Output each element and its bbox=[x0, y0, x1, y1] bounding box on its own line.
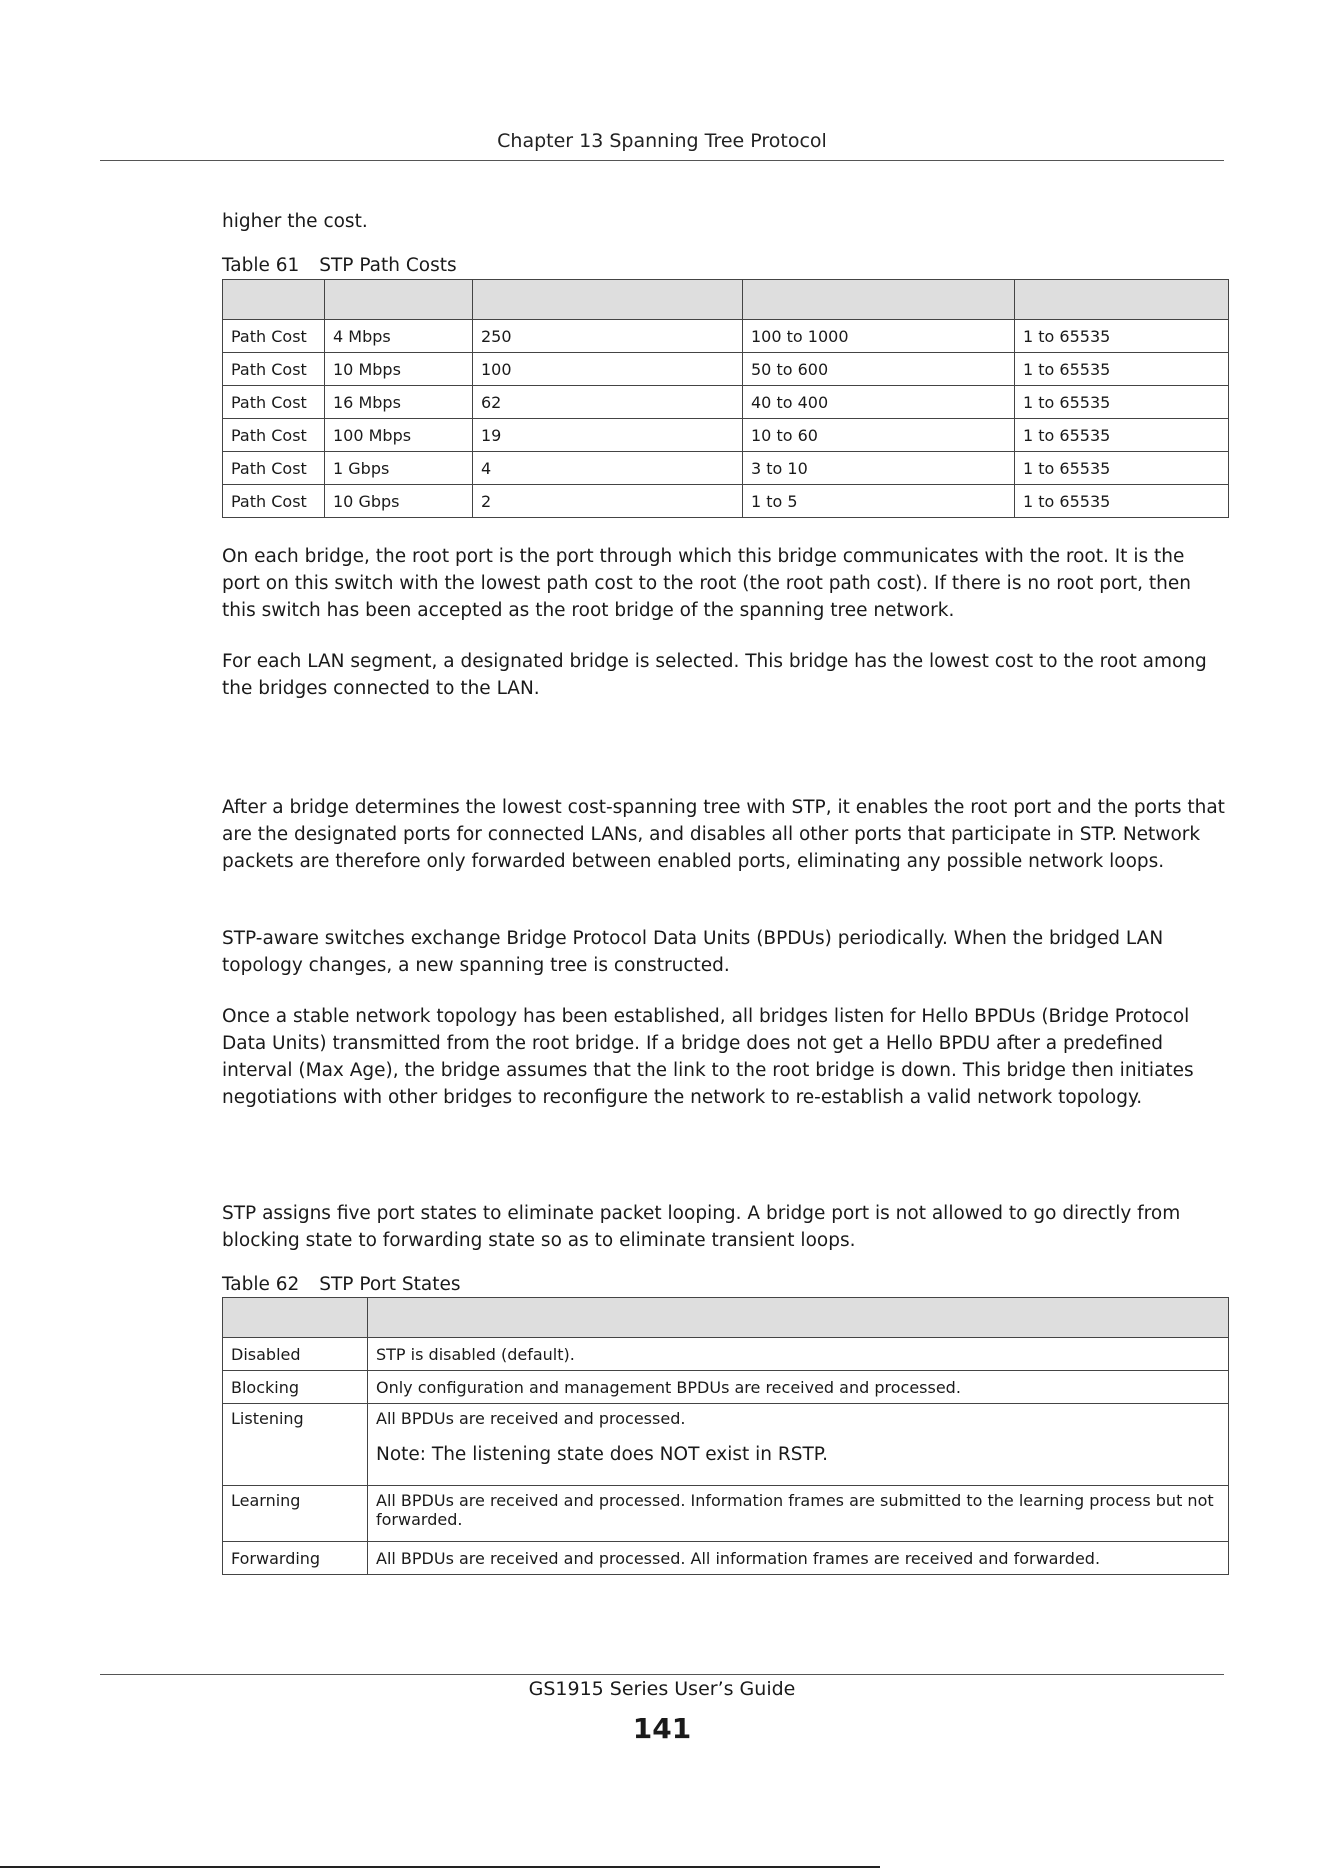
intro-fragment: higher the cost. bbox=[222, 211, 368, 232]
table-row bbox=[223, 485, 1229, 518]
table-row bbox=[223, 1486, 1229, 1542]
table-cell: Path Cost bbox=[223, 320, 325, 353]
table-cell: 100 to 1000 bbox=[743, 320, 1015, 353]
table-cell: 100 Mbps bbox=[325, 419, 473, 452]
header-divider bbox=[100, 160, 1224, 161]
description-cell bbox=[368, 1404, 1229, 1486]
description-cell: STP is disabled (default). bbox=[368, 1338, 1229, 1371]
chapter-header: Chapter 13 Spanning Tree Protocol bbox=[497, 130, 827, 152]
table-row bbox=[223, 452, 1229, 485]
table-row bbox=[223, 1404, 1229, 1486]
designated-bridge-paragraph: For each LAN segment, a designated bridge is selected. This bridge has the lowest cost to the root among the bridges connected to the LAN. bbox=[222, 651, 1207, 699]
table-cell: 1 to 65535 bbox=[1015, 320, 1229, 353]
state-cell: Listening bbox=[223, 1404, 368, 1486]
table-header-row bbox=[223, 1298, 1229, 1338]
table-cell: 2 bbox=[473, 485, 743, 518]
header-cell bbox=[223, 280, 325, 320]
description-cell: Only configuration and management BPDUs are received and processed. bbox=[368, 1371, 1229, 1404]
header-cell bbox=[368, 1298, 1229, 1338]
description-text: All BPDUs are received and processed. bbox=[376, 1409, 686, 1428]
table-row bbox=[223, 386, 1229, 419]
table-cell: 1 to 65535 bbox=[1015, 419, 1229, 452]
header-cell bbox=[223, 1298, 368, 1338]
description-cell: All BPDUs are received and processed. All information frames are received and forwarded. bbox=[368, 1542, 1229, 1575]
listening-note: Note: The listening state does NOT exist in RSTP. bbox=[376, 1444, 828, 1465]
table-cell: 1 to 65535 bbox=[1015, 485, 1229, 518]
table-row bbox=[223, 320, 1229, 353]
table62-container bbox=[222, 1297, 1228, 1575]
table-cell: Path Cost bbox=[223, 386, 325, 419]
table-cell: 100 bbox=[473, 353, 743, 386]
table-cell: 1 to 65535 bbox=[1015, 386, 1229, 419]
table-cell: Path Cost bbox=[223, 485, 325, 518]
table-cell: Path Cost bbox=[223, 353, 325, 386]
table-cell: 16 Mbps bbox=[325, 386, 473, 419]
table62-caption-title: STP Port States bbox=[319, 1274, 461, 1295]
table-cell: 40 to 400 bbox=[743, 386, 1015, 419]
table62-caption bbox=[222, 1273, 1228, 1297]
state-cell: Blocking bbox=[223, 1371, 368, 1404]
stp-port-states-table bbox=[222, 1297, 1229, 1575]
table-cell: Path Cost bbox=[223, 452, 325, 485]
table62-caption-label: Table 62 bbox=[222, 1274, 300, 1295]
table-header-row bbox=[223, 280, 1229, 320]
header-cell bbox=[473, 280, 743, 320]
footer-divider bbox=[100, 1674, 1224, 1675]
page-number: 141 bbox=[632, 1712, 692, 1745]
table61-caption bbox=[222, 254, 1228, 278]
table-cell: 4 bbox=[473, 452, 743, 485]
table-cell: Path Cost bbox=[223, 419, 325, 452]
table-cell: 19 bbox=[473, 419, 743, 452]
table-cell: 4 Mbps bbox=[325, 320, 473, 353]
description-cell: All BPDUs are received and processed. Information frames are submitted to the learning process but not forwarded. bbox=[368, 1486, 1229, 1542]
header-cell bbox=[743, 280, 1015, 320]
table-cell: 10 Gbps bbox=[325, 485, 473, 518]
table-cell: 1 to 5 bbox=[743, 485, 1015, 518]
table-cell: 10 Mbps bbox=[325, 353, 473, 386]
bottom-edge-rule bbox=[0, 1866, 880, 1868]
table-cell: 50 to 600 bbox=[743, 353, 1015, 386]
stable-topology-paragraph: Once a stable network topology has been established, all bridges listen for Hello BPDUs (Bridge Protocol Data Units) transmitted from the root bridge. If a bridge does not get a Hello BPDU after a predefined interval (Max Age), the bridge assumes that the link to the root bridge is down. This bridge then initiates negotiations with other bridges to reconfigure the network to re-establish a valid network topology. bbox=[222, 1006, 1194, 1108]
table-cell: 62 bbox=[473, 386, 743, 419]
table-cell: 1 to 65535 bbox=[1015, 452, 1229, 485]
guide-title: GS1915 Series User’s Guide bbox=[528, 1678, 796, 1700]
table61-caption-label: Table 61 bbox=[222, 255, 300, 276]
after-bridge-paragraph: After a bridge determines the lowest cost-spanning tree with STP, it enables the root port and the ports that are the designated ports for connected LANs, and disables all other ports that participate in STP. Network packets are therefore only forwarded between enabled ports, eliminating any possible network loops. bbox=[222, 797, 1225, 872]
table-cell: 3 to 10 bbox=[743, 452, 1015, 485]
state-cell: Learning bbox=[223, 1486, 368, 1542]
table-row bbox=[223, 1542, 1229, 1575]
table-row bbox=[223, 1338, 1229, 1371]
table-row bbox=[223, 1371, 1229, 1404]
stp-aware-paragraph: STP-aware switches exchange Bridge Protocol Data Units (BPDUs) periodically. When the bridged LAN topology changes, a new spanning tree is constructed. bbox=[222, 928, 1164, 976]
stp-path-costs-table bbox=[222, 279, 1229, 518]
table61-container bbox=[222, 279, 1228, 518]
table-cell: 10 to 60 bbox=[743, 419, 1015, 452]
table-cell: 1 to 65535 bbox=[1015, 353, 1229, 386]
table-cell: 1 Gbps bbox=[325, 452, 473, 485]
table-row bbox=[223, 353, 1229, 386]
state-cell: Forwarding bbox=[223, 1542, 368, 1575]
header-cell bbox=[1015, 280, 1229, 320]
state-cell: Disabled bbox=[223, 1338, 368, 1371]
header-cell bbox=[325, 280, 473, 320]
table-cell: 250 bbox=[473, 320, 743, 353]
port-states-intro-paragraph: STP assigns five port states to eliminate packet looping. A bridge port is not allowed to go directly from blocking state to forwarding state so as to eliminate transient loops. bbox=[222, 1203, 1181, 1251]
root-port-paragraph: On each bridge, the root port is the port through which this bridge communicates with the root. It is the port on this switch with the lowest path cost to the root (the root path cost). If there is no root port, then this switch has been accepted as the root bridge of the spanning tree network. bbox=[222, 546, 1192, 621]
table-row bbox=[223, 419, 1229, 452]
table61-caption-title: STP Path Costs bbox=[319, 255, 457, 276]
